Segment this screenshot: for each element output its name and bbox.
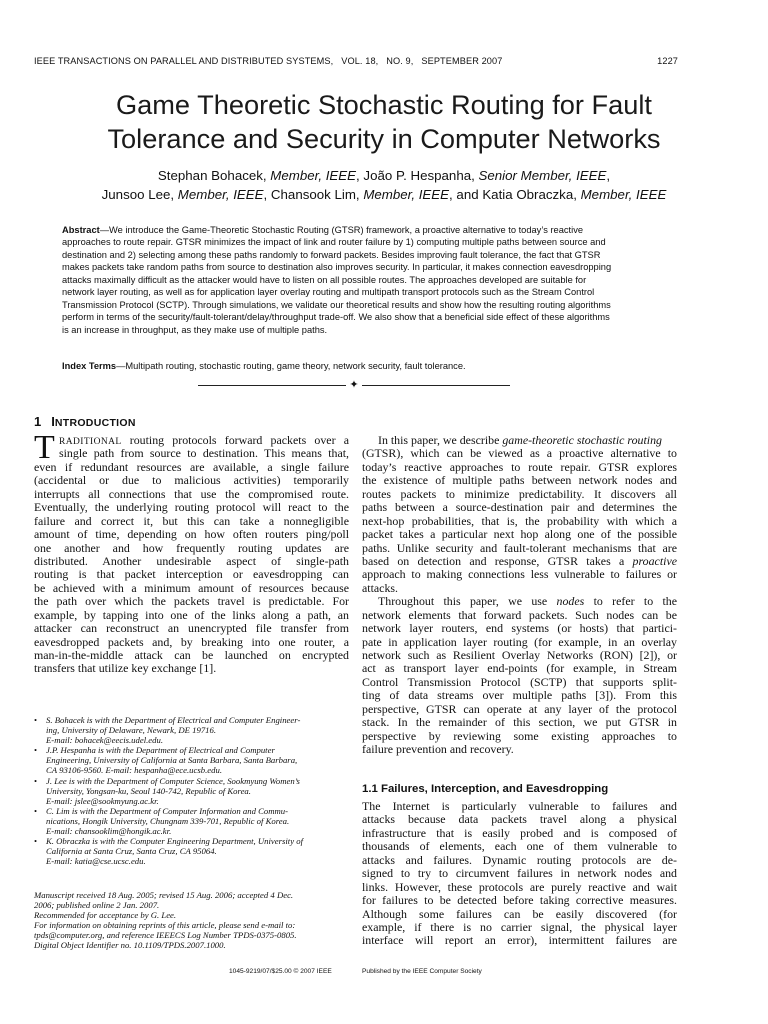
body-line: Although some failures can be easily discovered (for — [362, 906, 677, 921]
title-line-2: Tolerance and Security in Computer Networks — [107, 123, 661, 154]
footnote-line: Engineering, University of California at Santa Barbara, Santa Barbara, — [46, 755, 298, 766]
body-line: attacks and failures. Dynamic routing protocols are de- — [362, 852, 677, 867]
bullet-icon: • — [34, 745, 38, 756]
index-terms-label: Index Terms — [62, 361, 117, 371]
manuscript-line: Recommended for acceptance by G. Lee. — [34, 910, 177, 921]
body-text: Throughout this paper, we use — [378, 594, 557, 609]
body-text: based on detection and response, GTSR takes a — [362, 553, 633, 568]
body-line: (accidental or due to malicious activities) temporarily — [34, 473, 349, 488]
body-text: routing protocols forward packets over a — [121, 433, 349, 447]
footnote-item — [34, 776, 354, 806]
body-line: single path from source to destination. This means that, — [59, 446, 349, 461]
section-title-rest: NTRODUCTION — [54, 417, 136, 429]
abstract-line: Transmission Protocol (SCTP). Through simulations, we validate our theoretical results and show how the resulting routing algorithms — [62, 299, 611, 310]
abstract-line: attacks maximally difficult as the attacker would have to listen on all possible routes. The approaches developed are suitable for — [62, 274, 587, 285]
body-line: perspective by reviewing some existing approaches to — [362, 728, 677, 743]
body-line: perspective, GTSR can operate at any layer of the protocol — [362, 701, 677, 716]
footnote-line: C. Lim is with the Department of Computer Information and Commu- — [46, 805, 289, 816]
title-line-1: Game Theoretic Stochastic Routing for Fault — [116, 89, 652, 120]
body-line: infrastructure that is easily probed and is composed of — [362, 825, 677, 840]
abstract-line — [62, 224, 676, 236]
body-line — [59, 434, 349, 447]
body-line: routes packets to minimize predictability. It discovers all — [362, 486, 677, 501]
section-divider-left — [198, 385, 346, 386]
emphasis-text: game-theoretic stochastic routing — [502, 433, 662, 447]
body-line: The Internet is particularly vulnerable to failures and — [362, 799, 677, 813]
publisher-footer: Published by the IEEE Computer Society — [362, 968, 482, 975]
abstract-line: is an increase in throughput, as they make use of multiple paths. — [62, 324, 328, 335]
body-line: interface will report an error), intermittent failures are — [362, 933, 677, 948]
manuscript-line: Digital Object Identifier no. 10.1109/TPDS.2007.1000. — [34, 940, 226, 951]
body-line: example, by tapping into one of the links along a path, an — [34, 607, 349, 622]
body-line: failure prevention and recovery. — [362, 742, 514, 757]
body-line: stack. In the remainder of this section, we put GTSR in — [362, 715, 677, 730]
body-line: one another and how frequently routing updates are — [34, 540, 349, 555]
body-text: In this paper, we describe — [378, 433, 503, 447]
right-column-body — [362, 434, 677, 757]
author-name: , Chansook Lim, — [263, 187, 364, 202]
body-line: network elements that forward packets. Such nodes can be — [362, 607, 677, 622]
body-line: approach to making connections less vulnerable to failures or — [362, 567, 677, 582]
body-line: signed to try to circumvent failures in network nodes and — [362, 866, 677, 881]
left-column-body — [34, 429, 349, 676]
body-line: (GTSR), which can be viewed as a proactive alternative to — [362, 446, 677, 461]
drop-cap: T — [34, 429, 55, 466]
author-list — [20, 166, 748, 204]
abstract-line: approaches to route repair. GTSR minimizes the impact of link and router failure by 1) computing multiple paths between source and — [62, 237, 606, 248]
body-line: pate in application layer routing (for example, in an overlay — [362, 634, 677, 649]
footnote-item — [34, 836, 354, 866]
author-membership: Member, IEEE — [580, 187, 667, 202]
body-line: transfers that utilize key exchange [1]. — [34, 661, 217, 676]
body-line — [362, 595, 677, 608]
author-membership: Member, IEEE — [270, 168, 357, 183]
manuscript-line: 2006; published online 2 Jan. 2007. — [34, 900, 160, 911]
body-line: amount of time, depending on how often routers ping/poll — [34, 527, 349, 542]
body-line — [362, 555, 677, 568]
abstract-line: destination and 2) selecting among these paths randomly to forward packets. Besides improving fault tolerance, the fact that GTSR — [62, 249, 601, 260]
smallcaps-lead: RADITIONAL — [59, 437, 122, 447]
author-membership: Member, IEEE — [177, 187, 264, 202]
emphasis-text: proactive — [632, 553, 677, 568]
body-line: network such as Resilient Overlay Networks (RON) [2]), or — [362, 648, 677, 662]
body-text: to refer to the — [584, 594, 677, 609]
body-line: links. However, these protocols are purely reactive and wait — [362, 879, 677, 894]
footnote-line: ing, University of Delaware, Newark, DE 19716. — [46, 725, 217, 736]
index-terms — [62, 360, 676, 372]
footnote-line: University, Yongsan-ku, Seoul 140-742, Republic of Korea. — [46, 785, 251, 796]
abstract-label: Abstract — [62, 225, 100, 235]
body-line: Control Transmission Protocol (SCTP) that supports split- — [362, 674, 677, 689]
body-line: the existence of multiple paths between network nodes and — [362, 473, 677, 488]
author-name: , João P. Hespanha, — [356, 168, 479, 183]
body-line: thousands of elements, each one of them vulnerable to — [362, 839, 677, 854]
author-name: Stephan Bohacek, — [157, 168, 271, 183]
bullet-icon: • — [34, 836, 38, 847]
body-line — [362, 434, 677, 447]
body-line: act as transport layer end-points (for example, in Stream — [362, 661, 677, 676]
footnote-line: J.P. Hespanha is with the Department of Electrical and Computer — [46, 745, 275, 756]
abstract-text: —We introduce the Game-Theoretic Stochastic Routing (GTSR) framework, a proactive alternative to today’s reactive — [99, 225, 584, 235]
body-line: paths between a source-destination pair and determines the — [362, 500, 677, 515]
abstract — [62, 224, 676, 336]
paper-title — [20, 88, 748, 156]
body-line: attacks because data packets travel along a physical — [362, 812, 677, 827]
section-divider-right — [362, 385, 510, 386]
body-line: interrupts all connections that use the compromised route. — [34, 486, 349, 501]
bullet-icon: • — [34, 775, 38, 786]
author-line-2 — [20, 185, 748, 204]
right-column-body-2 — [362, 800, 677, 948]
page-number: 1227 — [657, 56, 678, 66]
author-line-1 — [20, 166, 748, 185]
body-line: next-hop probabilities, that is, the probability with which a — [362, 513, 677, 528]
author-membership: Member, IEEE — [363, 187, 450, 202]
body-line: eavesdropped packets and, by breaking into one router, a — [34, 634, 349, 649]
body-line: man-in-the-middle attack can be launched on encrypted — [34, 648, 349, 662]
abstract-line: perform in terms of the security/fault-tolerant/delay/throughput trade-off. We also show that a beneficial side effect of these algorithms — [62, 312, 610, 323]
subsection-heading: 1.1 Failures, Interception, and Eavesdropping — [362, 783, 609, 795]
running-head — [34, 56, 678, 70]
footnote-line: California at Santa Cruz, Santa Cruz, CA 95064. — [46, 846, 217, 857]
body-line: ting of data streams over multiple paths [3]). From this — [362, 688, 677, 703]
body-line: be achieved with a minimum amount of resources because — [34, 580, 349, 595]
divider-diamond-icon: ✦ — [349, 378, 359, 391]
footnote-line: E-mail: bohacek@eecis.udel.edu. — [46, 735, 164, 746]
footnote-line: E-mail: jslee@sookmyung.ac.kr. — [46, 795, 159, 806]
footnote-line: J. Lee is with the Department of Computer Science, Sookmyung Women’s — [46, 775, 300, 786]
footnote-item — [34, 806, 354, 836]
section-number: 1 — [34, 414, 42, 429]
abstract-line: makes packets take random paths from source to destination also improves security. In particular, it makes connection eavesdropping — [62, 262, 612, 273]
body-line: distributed. Another undesirable aspect of single-path — [34, 553, 349, 568]
footnote-line: S. Bohacek is with the Department of Electrical and Computer Engineer- — [46, 715, 301, 725]
manuscript-info — [34, 890, 354, 951]
emphasis-text: nodes — [556, 594, 585, 609]
body-line: paths. Unlike security and fault-tolerant mechanisms that are — [362, 540, 677, 555]
author-affiliations — [34, 715, 354, 866]
footnote-line: K. Obraczka is with the Computer Engineering Department, University of — [46, 836, 303, 847]
manuscript-line: tpds@computer.org, and reference IEEECS Log Number TPDS-0375-0805. — [34, 930, 297, 941]
journal-citation: IEEE TRANSACTIONS ON PARALLEL AND DISTRIBUTED SYSTEMS, VOL. 18, NO. 9, SEPTEMBER 2007 — [34, 56, 503, 66]
body-line: today’s reactive approaches to route repair. GTSR explores — [362, 459, 677, 474]
section-heading-introduction — [34, 414, 136, 429]
footnote-line: CA 93106-9560. E-mail: hespanha@ece.ucsb.edu. — [46, 765, 222, 776]
copyright-footer: 1045-9219/07/$25.00 © 2007 IEEE — [229, 968, 332, 975]
body-line: attacker can reconstruct an unencrypted file transfer from — [34, 621, 349, 636]
body-line: Eventually, the underlying routing protocol will react to the — [34, 500, 349, 515]
author-name: , and Katia Obraczka, — [449, 187, 581, 202]
bullet-icon: • — [34, 805, 38, 816]
footnote-line: E-mail: katia@cse.ucsc.edu. — [46, 856, 146, 867]
index-terms-text: —Multipath routing, stochastic routing, game theory, network security, fault tolerance. — [116, 361, 466, 371]
body-line: even if redundant resources are available, a single failure — [34, 459, 349, 474]
footnote-line: E-mail: chansooklim@hongik.ac.kr. — [46, 826, 172, 837]
bullet-icon: • — [34, 715, 38, 725]
body-line: attacks. — [362, 580, 398, 595]
author-separator: , — [606, 168, 611, 183]
body-line: packet takes a particular next hop along one of the possible — [362, 527, 677, 542]
body-line: for failures to be detected before taking corrective measures. — [362, 893, 677, 908]
body-line: network layer routers, end systems (or hosts) that partici- — [362, 621, 677, 636]
footnote-item — [34, 715, 354, 745]
manuscript-line: For information on obtaining reprints of this article, please send e-mail to: — [34, 920, 296, 931]
body-line: routing is that packet interception or eavesdropping can — [34, 567, 349, 582]
body-line: example, if there is no carrier signal, the physical layer — [362, 919, 677, 934]
manuscript-line: Manuscript received 18 Aug. 2005; revised 15 Aug. 2006; accepted 4 Dec. — [34, 890, 294, 900]
author-name: Junsoo Lee, — [101, 187, 178, 202]
body-line: the path over which the packets travel is predictable. For — [34, 594, 349, 609]
section-title-initial: I — [51, 414, 55, 429]
body-line: failure and correct it, but this can take a nonnegligible — [34, 513, 349, 528]
abstract-line: network layer routing, as well as for application layer overlay routing and multipath transport protocols such as the Stream Control — [62, 287, 595, 298]
footnote-item — [34, 745, 354, 775]
author-membership: Senior Member, IEEE — [478, 168, 607, 183]
footnote-line: nications, Hongik University, Chungnam 339-701, Republic of Korea. — [46, 815, 290, 826]
